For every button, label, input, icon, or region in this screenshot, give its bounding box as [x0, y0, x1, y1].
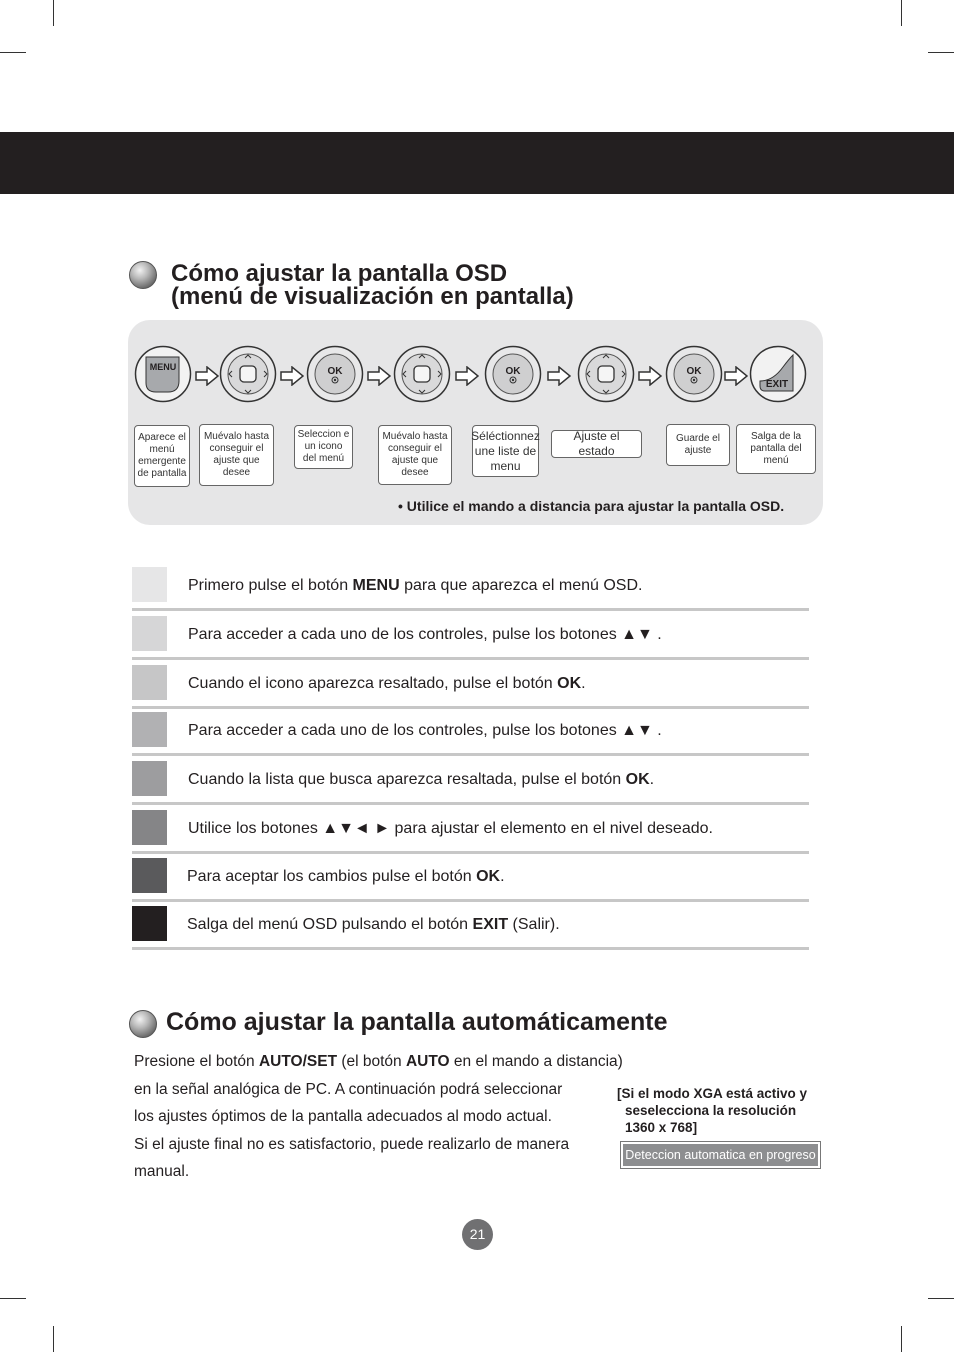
step-row-5: [132, 761, 809, 805]
step-caption: [551, 430, 642, 458]
step-row-2: [132, 616, 809, 660]
auto-detect-progress-box: [620, 1141, 821, 1169]
svg-text:EXIT: EXIT: [765, 379, 789, 390]
nav-pad-icon: [219, 345, 277, 403]
step-text: Utilice los botones ▲▼◄ ► para ajustar el elemento en el nivel deseado.: [188, 820, 713, 837]
caption-text: Guarde el ajuste: [676, 433, 720, 456]
caption-text: Salga de la pantalla del menú: [750, 431, 802, 466]
caption-text: Muévalo hasta conseguir el ajuste que desee: [203, 431, 270, 478]
crop-mark: [901, 1326, 902, 1352]
svg-text:OK: OK: [686, 366, 702, 377]
panel-note: • Utilice el mando a distancia para ajustar la pantalla OSD.: [398, 498, 785, 514]
section-title-osd: [171, 262, 574, 308]
para-line: en la señal analógica de PC. A continuación podrá seleccionar: [134, 1080, 563, 1098]
note-line: 1360 x 768]: [625, 1120, 698, 1135]
step-caption: [294, 425, 353, 469]
arrow-right-icon: [280, 366, 304, 386]
divider: [132, 657, 809, 660]
ok-button-icon: [306, 345, 364, 403]
step-swatch: [132, 712, 167, 747]
step-caption: [666, 424, 730, 466]
step-text: Para aceptar los cambios pulse el botón OK.: [187, 868, 505, 885]
step-swatch: [132, 810, 167, 845]
section-bullet-icon: [129, 1010, 157, 1038]
crop-mark: [928, 1298, 954, 1299]
auto-adjust-description: [134, 1048, 623, 1186]
svg-text:OK: OK: [327, 366, 343, 377]
header-band: [0, 132, 954, 194]
arrow-right-icon: [367, 366, 391, 386]
step-caption: [472, 425, 539, 477]
ok-button-icon: [484, 345, 542, 403]
step-row-3: [132, 665, 809, 709]
arrow-right-icon: [547, 366, 571, 386]
arrow-right-icon: [455, 366, 479, 386]
crop-mark: [0, 1298, 26, 1299]
page-number: 21: [462, 1219, 493, 1250]
step-text: Primero pulse el botón MENU para que aparezca el menú OSD.: [188, 577, 643, 594]
caption-text: Seleccion e un icono del menú: [297, 429, 350, 464]
step-swatch: [132, 616, 167, 651]
divider: [132, 947, 809, 950]
step-swatch: [132, 761, 167, 796]
crop-mark: [928, 52, 954, 53]
step-swatch: [132, 567, 167, 602]
exit-button-icon: [749, 345, 807, 403]
para-line: Si el ajuste final no es satisfactorio, puede realizarlo de manera: [134, 1135, 570, 1153]
arrow-right-icon: [638, 366, 662, 386]
step-row-8: [132, 906, 809, 950]
crop-mark: [901, 0, 902, 26]
step-text: Para acceder a cada uno de los controles, pulse los botones ▲▼ .: [188, 722, 662, 739]
step-text: Para acceder a cada uno de los controles, pulse los botones ▲▼ .: [188, 626, 662, 643]
crop-mark: [0, 52, 26, 53]
arrow-right-icon: [724, 366, 748, 386]
divider: [132, 608, 809, 611]
title-line-2: (menú de visualización en pantalla): [171, 283, 574, 310]
step-row-1: [132, 567, 809, 611]
svg-text:OK: OK: [505, 366, 521, 377]
progress-label: Deteccion automatica en progreso: [623, 1144, 818, 1166]
crop-mark: [53, 1326, 54, 1352]
step-text: Salga del menú OSD pulsando el botón EXIT (Salir).: [187, 916, 560, 933]
note-line: [Si el modo XGA está activo y: [617, 1086, 808, 1101]
crop-mark: [53, 0, 54, 26]
step-swatch: [132, 665, 167, 700]
step-swatch: [132, 858, 167, 893]
divider: [132, 899, 809, 902]
step-text: Cuando el icono aparezca resaltado, pulse el botón OK.: [188, 675, 586, 692]
para-line: Presione el botón AUTO/SET (el botón AUTO en el mando a distancia): [134, 1053, 623, 1070]
step-row-4: [132, 712, 809, 756]
step-caption: [134, 425, 190, 487]
section-bullet-icon: [129, 261, 157, 289]
divider: [132, 706, 809, 709]
arrow-right-icon: [195, 366, 219, 386]
step-row-7: [132, 858, 809, 902]
caption-text: Séléctionnez une liste de menu: [471, 428, 540, 473]
step-row-6: [132, 810, 809, 854]
menu-button-icon: [134, 345, 192, 403]
step-text: Cuando la lista que busca aparezca resaltada, pulse el botón OK.: [188, 771, 655, 788]
ok-button-icon: [665, 345, 723, 403]
section-title-auto: Cómo ajustar la pantalla automáticamente: [166, 1008, 668, 1036]
divider: [132, 851, 809, 854]
step-swatch: [132, 906, 167, 941]
nav-pad-icon: [577, 345, 635, 403]
step-caption: [736, 424, 816, 474]
caption-text: Aparece el menú emergente de pantalla: [137, 432, 187, 479]
note-line: seselecciona la resolución: [625, 1103, 797, 1118]
divider: [132, 753, 809, 756]
xga-note: [617, 1085, 807, 1136]
title-line-1: Cómo ajustar la pantalla OSD: [171, 260, 508, 287]
divider: [132, 802, 809, 805]
svg-text:MENU: MENU: [149, 362, 177, 372]
para-line: manual.: [134, 1163, 190, 1180]
caption-text: Ajuste el estado: [573, 429, 620, 458]
nav-pad-icon: [393, 345, 451, 403]
caption-text: Muévalo hasta conseguir el ajuste que desee: [382, 431, 448, 478]
para-line: los ajustes óptimos de la pantalla adecuados al modo actual.: [134, 1108, 552, 1125]
step-caption: [199, 424, 274, 486]
step-caption: [378, 425, 452, 485]
